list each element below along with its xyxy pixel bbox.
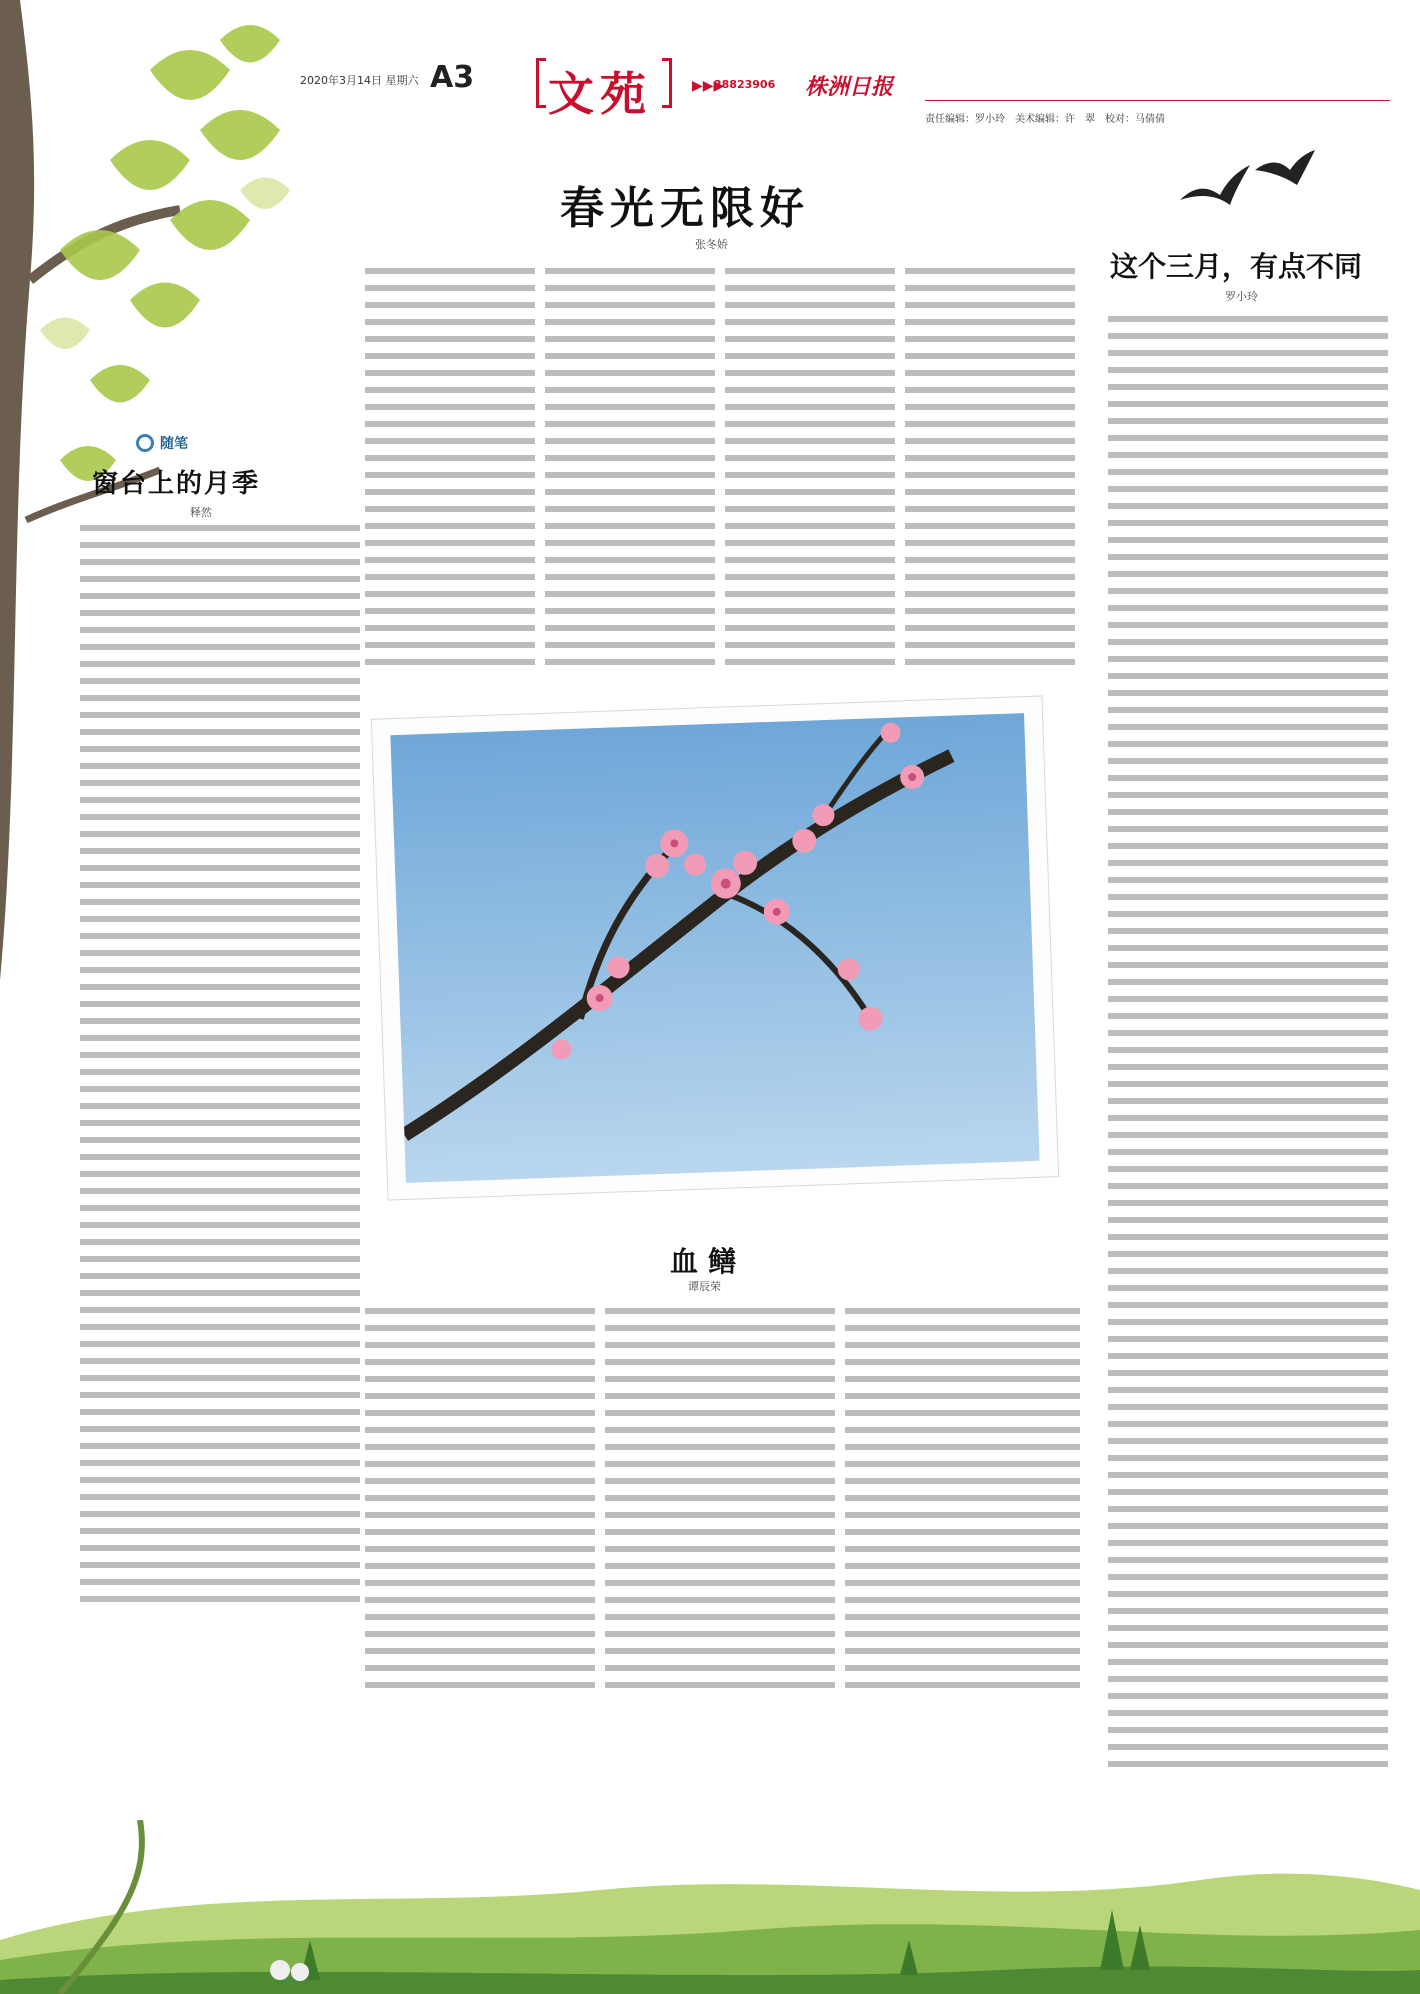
main-article-body-col3 (725, 268, 895, 668)
essay-tag-label: 随笔 (160, 436, 188, 452)
left-article-title: 窗台上的月季 (92, 469, 261, 499)
main-article-body-col2 (545, 268, 715, 668)
newspaper-logo: 株洲日报 (805, 74, 894, 100)
title-bracket-right (662, 58, 672, 108)
right-article-byline: 罗小玲 (1225, 290, 1258, 303)
circle-icon (136, 434, 154, 452)
main-article-body (365, 268, 535, 668)
left-article-body (80, 525, 360, 1610)
middle-article-byline: 谭辰荣 (688, 1280, 721, 1293)
main-article-title: 春光无限好 (560, 183, 810, 234)
phone-number: 28823906 (714, 78, 776, 91)
swallow-icon (1170, 150, 1320, 230)
masthead-rule (925, 100, 1390, 101)
middle-article-body (365, 1308, 595, 1688)
photo-frame (372, 696, 1058, 1199)
main-article-body-col4 (905, 268, 1075, 668)
page-number: A3 (430, 60, 475, 95)
peach-blossom-photo (390, 713, 1039, 1183)
blossom-illustration-icon (390, 713, 1039, 1183)
left-article-byline: 释然 (190, 506, 212, 519)
middle-article-body-col3 (845, 1308, 1080, 1688)
main-article-byline: 张冬娇 (695, 238, 728, 251)
landscape-illustration-icon (0, 1820, 1420, 1994)
middle-article-body-col2 (605, 1308, 835, 1688)
right-article-title: 这个三月，有点不同 (1110, 250, 1363, 283)
column-name: 文苑 (548, 67, 652, 121)
arrow-icon: ▶▶▶ (692, 78, 725, 94)
issue-date: 2020年3月14日 星期六 (300, 74, 419, 87)
middle-article-title: 血鳝 (670, 1245, 747, 1278)
title-bracket-left (536, 58, 546, 108)
right-article-body (1108, 316, 1388, 1771)
editors-credit: 责任编辑：罗小玲 美术编辑：许 翠 校对：马倩倩 (925, 114, 1165, 125)
essay-tag (136, 432, 188, 454)
